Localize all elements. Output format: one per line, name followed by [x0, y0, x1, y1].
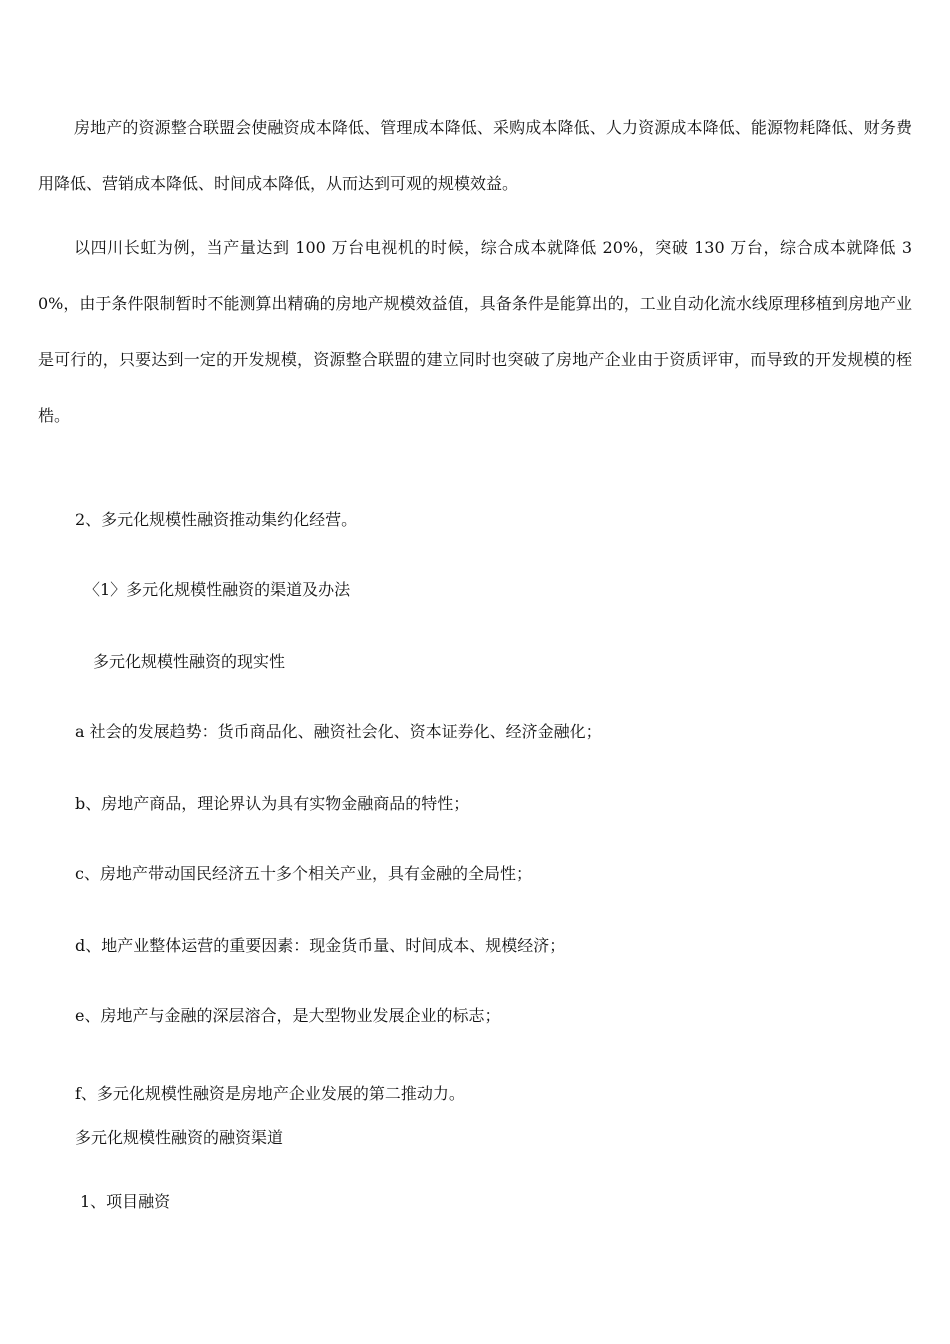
channels-heading: 多元化规模性融资的融资渠道: [75, 1128, 284, 1147]
section-2-heading: 2、多元化规模性融资推动集约化经营。: [75, 510, 358, 529]
subsection-1-heading: 〈1〉多元化规模性融资的渠道及办法: [84, 580, 351, 599]
list-item-a: a 社会的发展趋势：货币商品化、融资社会化、资本证券化、经济金融化；: [75, 722, 602, 741]
paragraph-changhong-example: 以四川长虹为例，当产量达到 100 万台电视机的时候，综合成本就降低 20%，突破 130 万台，综合成本就降低 30%，由于条件限制暂时不能测算出精确的房地产规模效益值，具备条件是能算出的，工业自动化流水线原理移植到房地产业是可行的，只要达到一定的开发规模，资源整合联盟的建立同时也突破了房地产企业由于资质评审，而导致的开发规模的桎梏。: [38, 238, 912, 425]
list-item-d: d、地产业整体运营的重要因素：现金货币量、时间成本、规模经济；: [75, 936, 566, 955]
list-item-b: b、房地产商品，理论界认为具有实物金融商品的特性；: [75, 794, 470, 813]
channel-1-heading: 1、项目融资: [80, 1192, 171, 1211]
reality-heading: 多元化规模性融资的现实性: [93, 652, 286, 671]
paragraph-resource-alliance: 房地产的资源整合联盟会使融资成本降低、管理成本降低、采购成本降低、人力资源成本降低、能源物耗降低、财务费用降低、营销成本降低、时间成本降低，从而达到可观的规模效益。: [38, 118, 912, 193]
list-item-f: f、多元化规模性融资是房地产企业发展的第二推动力。: [75, 1084, 465, 1103]
list-item-c: c、房地产带动国民经济五十多个相关产业，具有金融的全局性；: [75, 864, 532, 883]
list-item-e: e、房地产与金融的深层溶合，是大型物业发展企业的标志；: [75, 1006, 501, 1025]
